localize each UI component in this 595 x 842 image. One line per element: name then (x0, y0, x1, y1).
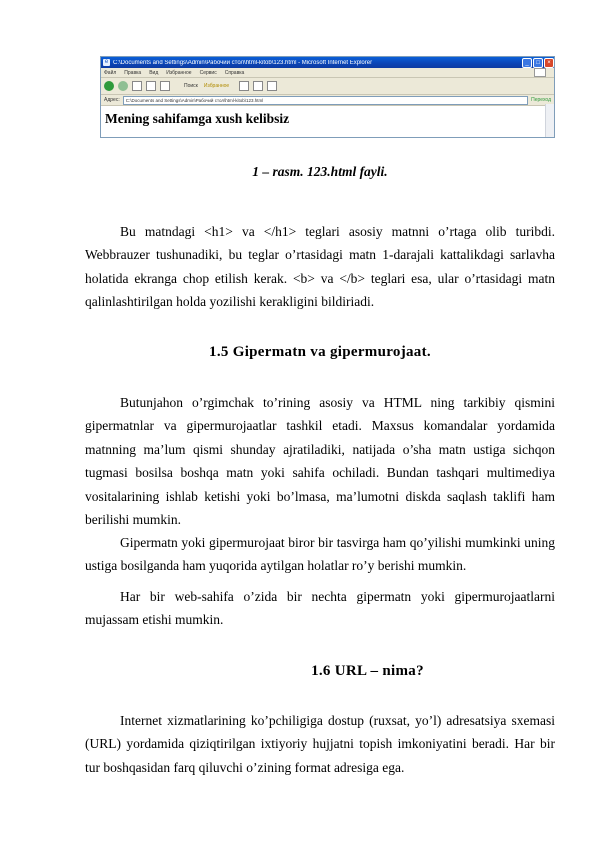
page-heading: Mening sahifamga xush kelibsiz (105, 111, 290, 126)
search-button-label: Поиск (184, 83, 198, 89)
paragraph-hypertext: Butunjahon o’rgimchak to’rining asosiy va HTML ning tarkibiy qismini gipermatnlar va gipermurojaatlar tashkil etadi. Maxsus komandalar yordamida matnning ma’lum qismi shunday ajratiladiki, natijada o’sha matn ustiga sichqon tugmasi bosilsa boshqa matn yoki sahifa ochiladi. Bundan tashqari multimediya vositalarining ishlab ketishi yoki bo’lmasa, ma’lumotni diskda saqlash taklifi ham berilishi mumkin. (85, 395, 555, 528)
paragraph-multiple-links: Har bir web-sahifa o’zida bir nechta gipermatn yoki gipermurojaatlarni mujassam etishi mumkin. (85, 589, 555, 628)
back-icon (104, 81, 114, 91)
menu-view: Вид (149, 69, 159, 76)
section-heading-1-5: 1.5 Gipermatn va gipermurojaat. (209, 344, 431, 360)
minimize-icon: _ (522, 58, 532, 68)
forward-icon (118, 81, 128, 91)
section-heading-1-6: 1.6 URL – nima? (311, 663, 424, 679)
ie-page-content (101, 106, 554, 138)
ie-menubar (101, 68, 554, 78)
history-icon (239, 81, 249, 91)
refresh-icon (146, 81, 156, 91)
menu-file: Файл (104, 69, 117, 76)
maximize-icon: □ (533, 58, 543, 68)
browser-screenshot (100, 56, 555, 138)
address-field: C:\Documents and Settings\Admin\Рабочий стол\html-kitob\123.html (123, 96, 528, 105)
close-icon: × (544, 58, 554, 68)
paragraph-url: Internet xizmatlarining ko’pchiligiga dostup (ruxsat, yo’l) adresatsiya sxemasi (URL) yordamida qiziqtirilgan ixtiyoriy hujjatni topish imkoniyatini beradi. Har bir tur boshqasidan farq qiluvchi o’zining format adresiga ega. (85, 713, 555, 775)
ie-address-bar (101, 95, 554, 106)
go-button: Переход (531, 97, 551, 103)
menu-tools: Сервис (199, 69, 217, 76)
paragraph-tags: Bu matndagi <h1> va </h1> teglari asosiy matnni o’rtaga olib turibdi. Webbrauzer tushunadiki, bu teglar o’rtasidagi matn 1-darajali kattalikdagi sarlavha holatida ekranga chop etilish kerak. <b> va </b> teglari esa, ular o’rtasidagi matn qalinlashtirilgan holda yozilishi kerakligini bildiriadi. (85, 224, 555, 310)
ie-toolbar (101, 78, 554, 95)
paragraph-image-link: Gipermatn yoki gipermurojaat biror bir tasvirga ham qo’yilishi mumkinki uning ustiga bosilganda ham yuqorida aytilgan holatlar ro’y berishi mumkin. (85, 535, 555, 574)
favorites-button-label: Избранное (203, 83, 230, 89)
home-icon (160, 81, 170, 91)
address-label: Адрес: (104, 97, 120, 103)
mail-icon (253, 81, 263, 91)
ie-title-bar (101, 57, 554, 68)
print-icon (267, 81, 277, 91)
ie-window-title: C:\Documents and Settings\Admin\Рабочий стол\html-kitob\123.html - Microsoft Internet Explorer (113, 59, 373, 66)
menu-favorites: Избранное (166, 69, 192, 76)
menu-help: Справка (224, 69, 245, 76)
stop-icon (132, 81, 142, 91)
windows-flag-icon (534, 68, 546, 77)
scrollbar (545, 104, 554, 137)
ie-logo-icon: e (104, 59, 109, 65)
figure-caption: 1 – rasm. 123.html fayli. (252, 164, 388, 179)
menu-edit: Правка (124, 69, 142, 76)
